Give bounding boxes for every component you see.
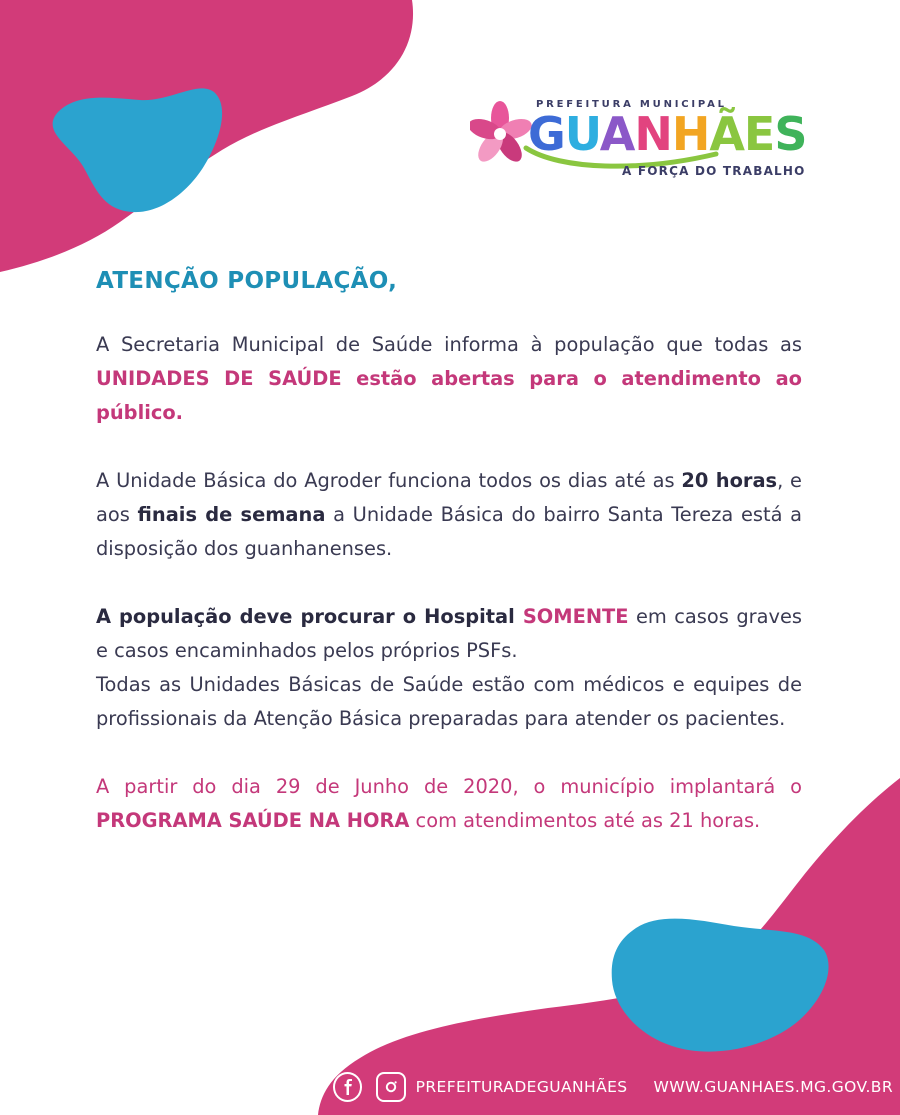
logo-letter: A <box>599 107 635 161</box>
logo-letter: G <box>528 107 565 161</box>
text: com atendimentos até as 21 horas. <box>409 809 761 832</box>
social-handle[interactable]: PREFEITURADEGUANHÃES <box>415 1078 628 1096</box>
paragraph-program <box>96 770 802 838</box>
highlight-program: PROGRAMA SAÚDE NA HORA <box>96 809 410 832</box>
logo-letter: U <box>564 107 600 161</box>
paragraph-agroder <box>96 464 802 566</box>
text: em casos graves e casos encaminhados pelos próprios PSFs. <box>96 605 802 662</box>
logo-letter: H <box>671 107 710 161</box>
logo-letter: N <box>634 107 672 161</box>
footer <box>333 1070 893 1104</box>
paragraph-doctors: Todas as Unidades Básicas de Saúde estão com médicos e equipes de profissionais da Atenção Básica preparadas para atender os pacientes. <box>96 673 802 730</box>
logo-letter: E <box>743 107 775 161</box>
guanhaes-logo <box>470 96 820 186</box>
paragraph-units-open <box>96 328 802 430</box>
announcement-content <box>96 258 802 838</box>
instagram-icon[interactable] <box>376 1072 405 1102</box>
highlight-units: UNIDADES DE SAÚDE estão abertas para o atendimento ao público. <box>96 367 802 424</box>
logo-tagline: A FORÇA DO TRABALHO <box>622 164 806 178</box>
paragraph-hospital <box>96 600 802 668</box>
highlight-somente: SOMENTE <box>522 605 629 628</box>
text: A partir do dia 29 de Junho de 2020, o município implantará o <box>96 775 802 798</box>
bold-population: A população deve procurar o Hospital <box>96 605 523 628</box>
bold-weekends: finais de semana <box>137 503 326 526</box>
website-link[interactable]: WWW.GUANHAES.MG.GOV.BR <box>653 1078 893 1096</box>
announcement-heading: ATENÇÃO POPULAÇÃO, <box>96 268 398 294</box>
bold-hours: 20 horas <box>681 469 778 492</box>
text: a Unidade Básica do bairro Santa Tereza está a disposição dos guanhanenses. <box>96 503 803 560</box>
text: , e aos <box>96 469 802 526</box>
text: A Secretaria Municipal de Saúde informa à população que todas as <box>96 333 802 356</box>
facebook-icon[interactable] <box>333 1072 362 1102</box>
logo-letter: Ã <box>709 107 744 161</box>
logo-top-text: PREFEITURA MUNICIPAL <box>536 99 727 110</box>
logo-letter: S <box>774 107 807 161</box>
text: A Unidade Básica do Agroder funciona todos os dias até as <box>96 469 682 492</box>
